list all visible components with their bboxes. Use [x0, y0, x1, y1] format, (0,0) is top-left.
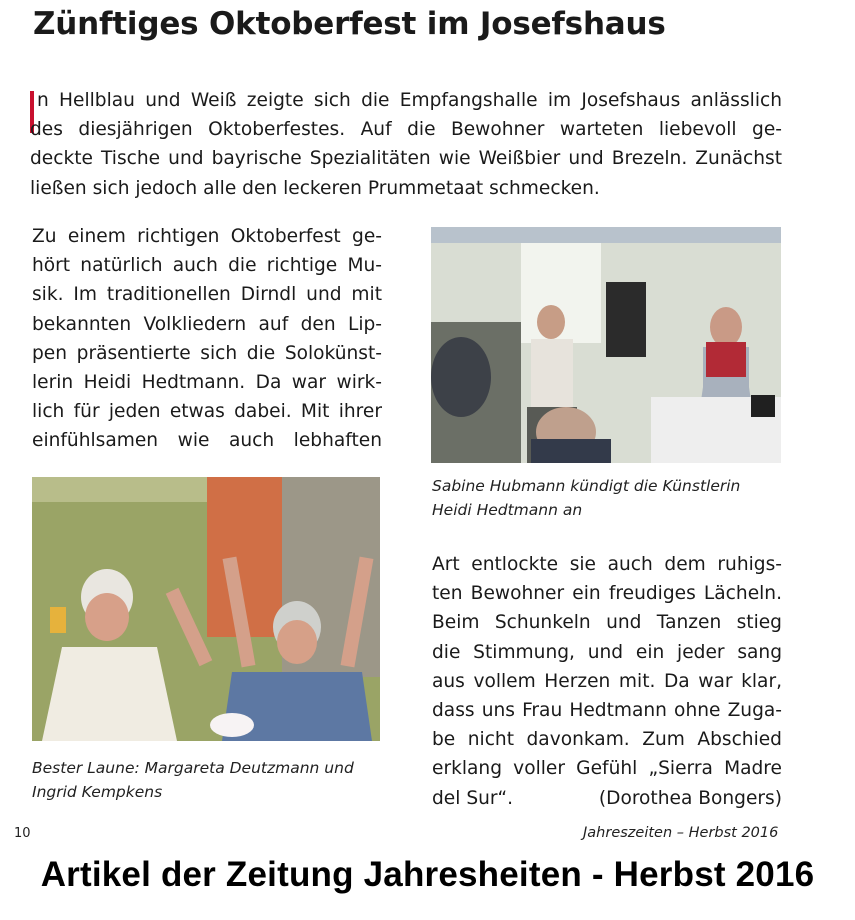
- right-column-text: [432, 550, 782, 813]
- body-line: bekannten Volkliedern auf den Lip-: [32, 313, 382, 335]
- body-line: hört natürlich auch die richtige Mu-: [32, 255, 382, 277]
- caption-line: Ingrid Kempkens: [32, 783, 163, 801]
- intro-line: deckte Tische und bayrische Spezialitäten wie Weißbier und Brezeln. Zunächst: [30, 148, 782, 170]
- intro-paragraph: [30, 86, 782, 203]
- photo-left-caption: [32, 756, 354, 804]
- photo-right-caption: [432, 474, 740, 522]
- body-line: lerin Heidi Hedtmann. Da war wirk-: [32, 372, 382, 394]
- photo-residents-celebrating: [32, 477, 380, 741]
- body-line: die Stimmung, und ein jeder sang: [432, 641, 782, 663]
- intro-line: n Hellblau und Weiß zeigte sich die Empfangshalle im Josefshaus anlässlich: [37, 90, 782, 111]
- body-line: Zu einem richtigen Oktoberfest ge-: [32, 226, 382, 247]
- body-line: Art entlockte sie auch dem ruhigs-: [432, 554, 782, 575]
- article-title: Zünftiges Oktoberfest im Josefshaus: [33, 6, 666, 42]
- intro-line: ließen sich jedoch alle den leckeren Prummetaat schmecken.: [30, 177, 600, 199]
- body-line: aus vollem Herzen mit. Da war klar,: [432, 670, 782, 692]
- body-line: be nicht davonkam. Zum Abschied: [432, 729, 782, 751]
- closing-text: del Sur“.: [432, 787, 514, 809]
- photo-singer-announcement: [431, 227, 781, 463]
- body-line: einfühlsamen wie auch lebhaften: [32, 430, 382, 452]
- body-line: ten Bewohner ein freudiges Lächeln.: [432, 583, 782, 605]
- caption-line: Sabine Hubmann kündigt die Künstlerin: [432, 477, 741, 495]
- body-line: sik. Im traditionellen Dirndl und mit: [32, 284, 382, 306]
- source-banner: Artikel der Zeitung Jahresheiten - Herbst 2016: [40, 855, 815, 894]
- author-signature: (Dorothea Bongers): [598, 787, 782, 809]
- left-column-text: [32, 222, 382, 456]
- magazine-footer: Jahreszeiten – Herbst 2016: [583, 825, 779, 841]
- closing-line: [432, 784, 782, 813]
- caption-line: Heidi Hedtmann an: [432, 501, 583, 519]
- body-line: dass uns Frau Hedtmann ohne Zuga-: [432, 700, 782, 722]
- page-number: 10: [14, 826, 31, 841]
- body-line: lich für jeden etwas dabei. Mit ihrer: [32, 401, 382, 423]
- body-line: pen präsentierte sich die Solokünst-: [32, 342, 382, 364]
- body-line: Beim Schunkeln und Tanzen stieg: [432, 612, 782, 634]
- caption-line: Bester Laune: Margareta Deutzmann und: [32, 759, 354, 777]
- intro-line: des diesjährigen Oktoberfestes. Auf die Bewohner warteten liebevoll ge-: [30, 119, 782, 141]
- body-line: erklang voller Gefühl „Sierra Madre: [432, 758, 782, 780]
